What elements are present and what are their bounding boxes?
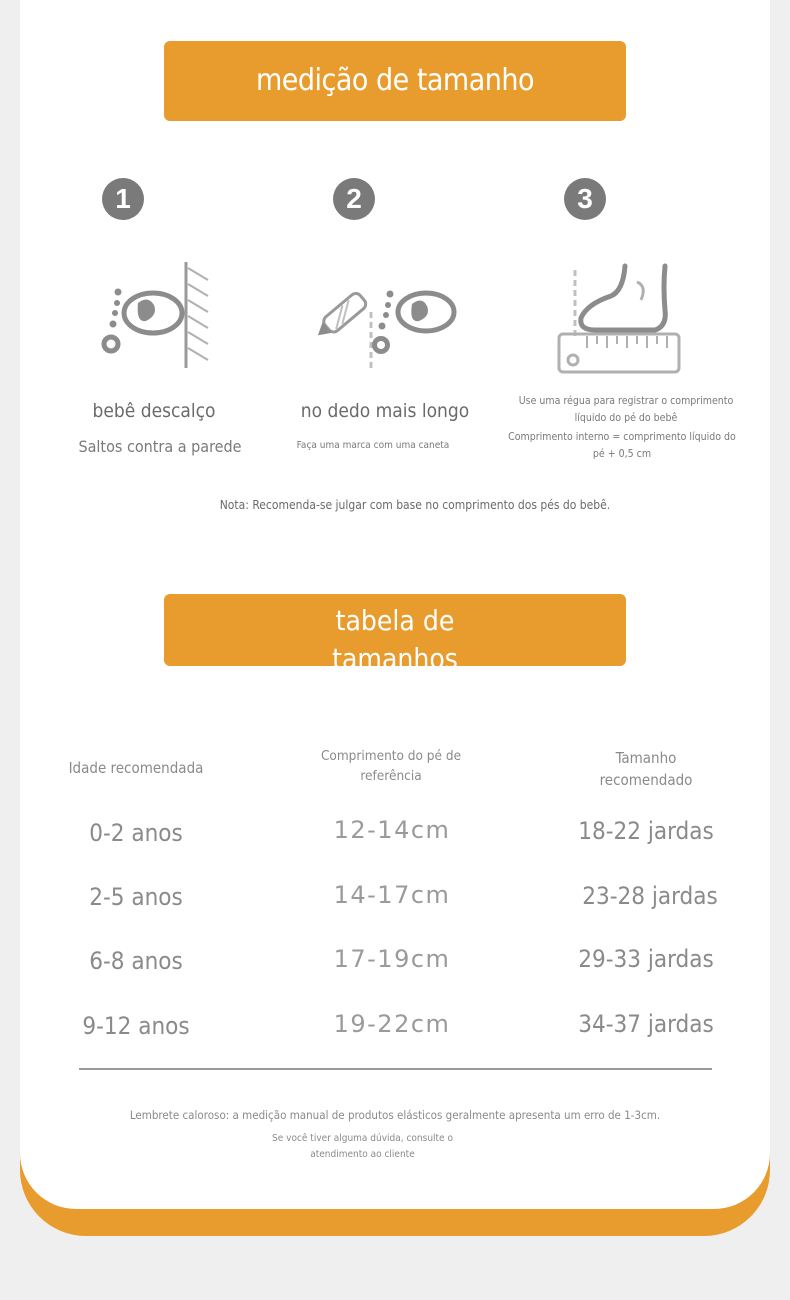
section-title-text: medição de tamanho xyxy=(256,63,534,98)
contact-line1: Se você tiver alguma dúvida, consulte o xyxy=(272,1133,453,1144)
row-length: 19-22cm xyxy=(333,1010,451,1038)
section-title-line2: tamanhos xyxy=(332,642,458,675)
step-number-2: 2 xyxy=(333,178,375,220)
row-length: 12-14cm xyxy=(333,816,451,844)
header-age: Idade recomendada xyxy=(68,759,204,777)
step-number-3: 3 xyxy=(564,178,606,220)
foot-against-wall-icon xyxy=(98,258,213,373)
table-divider xyxy=(79,1068,712,1070)
step2-title: no dedo mais longo xyxy=(300,400,470,422)
row-size: 18-22 jardas xyxy=(578,817,714,845)
row-length: 14-17cm xyxy=(333,881,451,909)
foot-on-ruler-icon xyxy=(555,258,685,378)
row-age: 2-5 anos xyxy=(89,883,183,911)
pen-mark-toe-icon xyxy=(318,282,460,374)
section-title-size-chart xyxy=(164,594,626,675)
step1-title: bebê descalço xyxy=(92,400,216,422)
row-age: 0-2 anos xyxy=(89,819,183,847)
step2-subtitle: Faça uma marca com uma caneta xyxy=(296,440,450,451)
row-size: 23-28 jardas xyxy=(582,882,718,910)
contact-line2: atendimento ao cliente xyxy=(310,1149,415,1160)
row-size: 34-37 jardas xyxy=(578,1010,714,1038)
header-length: Comprimento do pé de referência xyxy=(320,748,462,784)
header-size: Tamanho recomendado xyxy=(599,749,693,789)
measurement-note: Nota: Recomenda-se julgar com base no comprimento dos pés do bebê. xyxy=(219,498,611,512)
row-length: 17-19cm xyxy=(333,945,451,973)
row-size: 29-33 jardas xyxy=(578,945,714,973)
row-age: 9-12 anos xyxy=(82,1012,190,1040)
step3-title: Use uma régua para registrar o comprimento líquido do pé do bebê xyxy=(518,395,734,424)
row-age: 6-8 anos xyxy=(89,947,183,975)
section-title-measurement xyxy=(164,41,626,121)
step-number-1: 1 xyxy=(102,178,144,220)
reminder-text: Lembrete caloroso: a medição manual de produtos elásticos geralmente apresenta um erro de 1-3cm. xyxy=(129,1108,661,1122)
step3-subtitle: Comprimento interno = comprimento líquido do pé + 0,5 cm xyxy=(508,431,736,460)
step1-subtitle: Saltos contra a parede xyxy=(78,437,242,456)
section-title-line1: tabela de xyxy=(335,604,455,637)
